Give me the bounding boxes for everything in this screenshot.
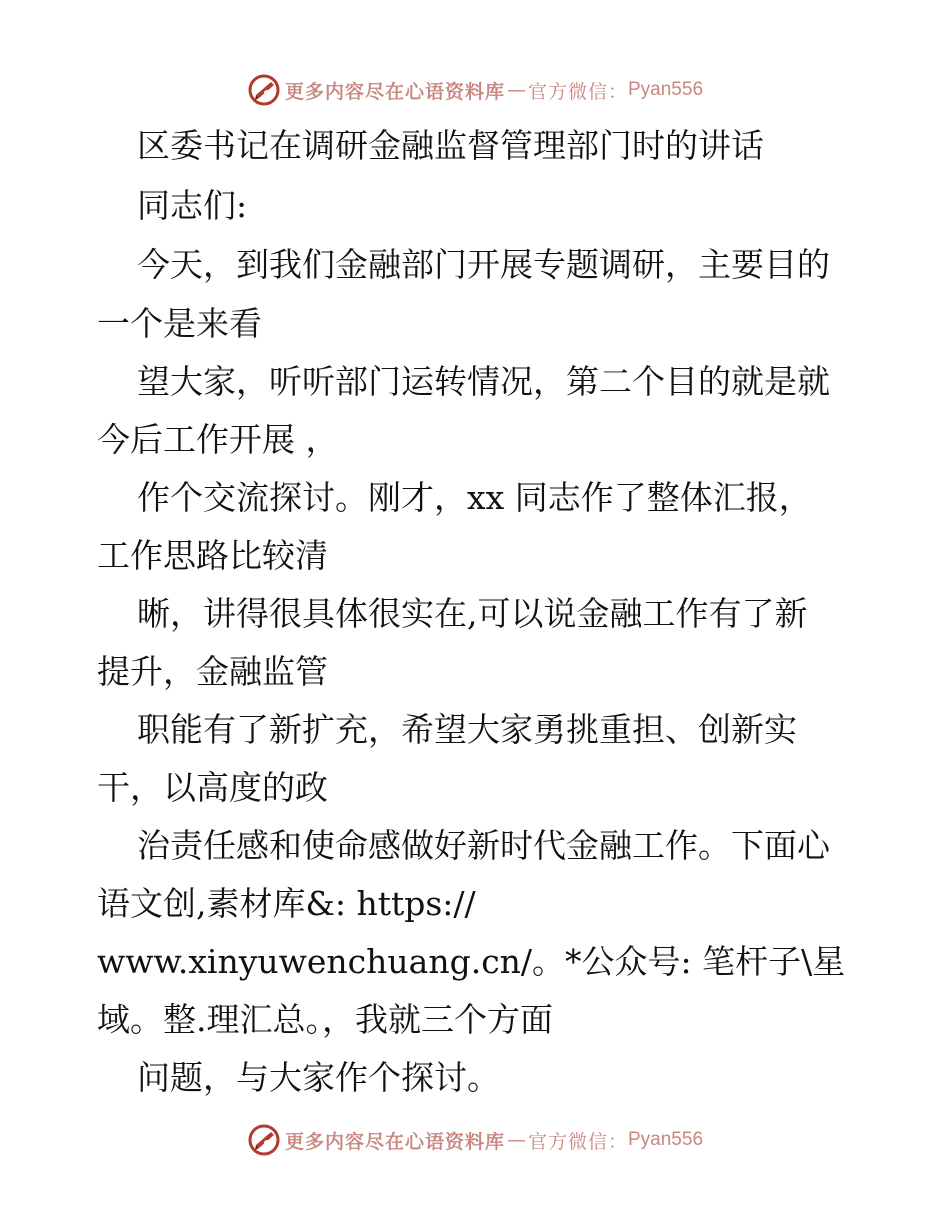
body-line: 晰，讲得很具体很实在,可以说金融工作有了新	[137, 594, 808, 633]
header-official-label: 官方微信：	[527, 80, 628, 103]
body-line: 望大家，听听部门运转情况，第二个目的就是就	[137, 362, 830, 401]
footer-banner	[0, 1120, 950, 1160]
body-line: 域。整.理汇总。，我就三个方面	[97, 1000, 553, 1039]
footer-separator: —	[506, 1129, 526, 1151]
footer-brand-text: 更多内容尽在心语资料库	[284, 1130, 505, 1153]
header-separator: —	[506, 79, 526, 101]
salutation: 同志们:	[137, 186, 248, 225]
brand-logo-icon	[247, 73, 281, 107]
footer-wechat-id: Pyan556	[628, 1129, 704, 1150]
body-line: 治责任感和使命感做好新时代金融工作。下面心	[137, 826, 830, 865]
body-line: 今天，到我们金融部门开展专题调研，主要目的	[137, 245, 830, 284]
body-line: 今后工作开展 ，	[97, 420, 339, 459]
body-line: 提升，金融监管	[97, 652, 328, 691]
header-wechat-id: Pyan556	[628, 79, 704, 100]
body-line: 职能有了新扩充，希望大家勇挑重担、创新实	[137, 710, 797, 749]
body-line: www.xinyuwenchuang.cn/。*公众号: 笔杆子\星	[97, 942, 846, 981]
body-line: 问题，与大家作个探讨。	[137, 1058, 500, 1097]
header-banner	[0, 70, 950, 110]
body-line: 语文创,素材库&: https://	[97, 884, 476, 923]
body-line: 工作思路比较清	[97, 536, 328, 575]
document-title: 区委书记在调研金融监督管理部门时的讲话	[137, 126, 764, 165]
body-line: 一个是来看	[97, 304, 262, 343]
body-line: 作个交流探讨。刚才，xx 同志作了整体汇报，	[137, 478, 812, 517]
body-line: 干，以高度的政	[97, 768, 328, 807]
header-brand-text: 更多内容尽在心语资料库	[284, 80, 505, 103]
footer-official-label: 官方微信：	[527, 1130, 628, 1153]
brand-logo-icon	[247, 1123, 281, 1157]
